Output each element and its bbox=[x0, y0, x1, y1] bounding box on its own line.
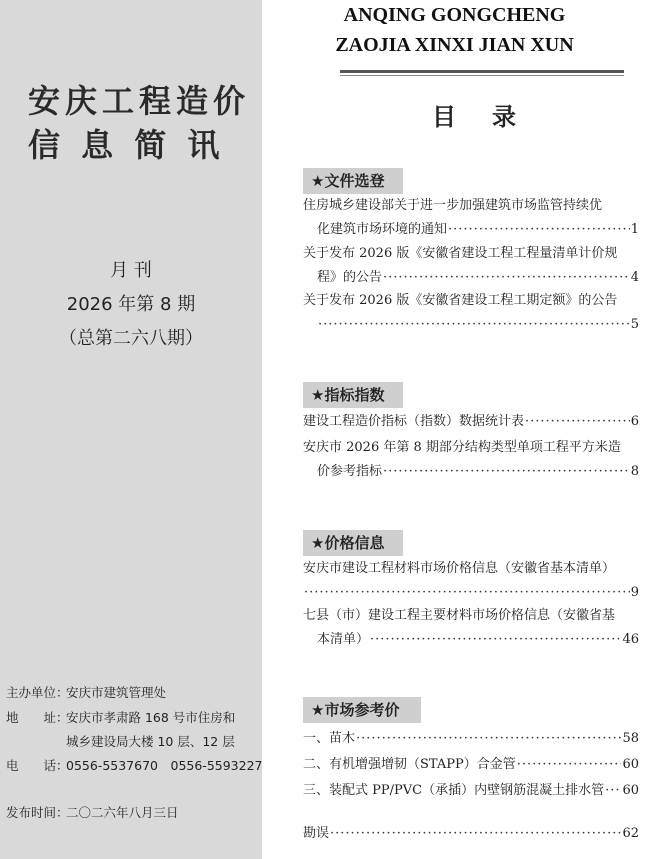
leader-dots bbox=[356, 727, 621, 751]
toc-entry-errata[interactable] bbox=[303, 822, 639, 846]
sponsor-label: 主办单位： bbox=[6, 685, 69, 700]
page-number: 9 bbox=[630, 585, 639, 600]
cover-title-line1: 安庆工程造价 bbox=[28, 82, 251, 120]
toc-entry[interactable] bbox=[303, 242, 639, 290]
entry-text: 勘误 bbox=[303, 826, 330, 841]
toc-entry[interactable] bbox=[303, 194, 639, 242]
phone-label: 电 话： bbox=[6, 758, 69, 773]
page-number: 6 bbox=[630, 414, 639, 429]
entry-text: 关于发布 2026 版《安徽省建设工程工期定额》的公告 bbox=[303, 293, 618, 308]
english-title-line1: ANQING GONGCHENG bbox=[343, 4, 566, 26]
entry-text: 建设工程造价指标（指数）数据统计表 bbox=[303, 414, 525, 429]
header-rule-thin bbox=[340, 75, 624, 76]
toc-entry[interactable] bbox=[303, 557, 639, 605]
entry-text: 二、有机增强增韧（STAPP）合金管 bbox=[303, 757, 516, 772]
issue-number: 2026 年第 8 期 bbox=[66, 294, 196, 315]
address-label: 地 址： bbox=[6, 710, 69, 725]
leader-dots bbox=[318, 313, 630, 337]
toc-heading: 目录 bbox=[432, 103, 552, 131]
sponsor-value: 安庆市建筑管理处 bbox=[66, 685, 167, 700]
entry-text: 程》的公告 bbox=[317, 270, 383, 285]
address bbox=[6, 708, 235, 726]
page-number: 5 bbox=[630, 317, 639, 332]
entry-text: 关于发布 2026 版《安徽省建设工程工程量清单计价规 bbox=[303, 246, 618, 261]
date-value: 二〇二六年八月三日 bbox=[66, 805, 179, 820]
leader-dots bbox=[383, 266, 630, 290]
toc-entry[interactable] bbox=[303, 779, 639, 803]
total-issue: （总第二六八期） bbox=[59, 328, 203, 349]
toc-entry[interactable] bbox=[303, 604, 639, 652]
entry-text: 价参考指标 bbox=[317, 464, 383, 479]
phone-value: 0556-5537670 0556-5593227 bbox=[66, 758, 263, 773]
toc-entry[interactable] bbox=[303, 410, 639, 434]
section-header-market-reference: ★市场参考价 bbox=[303, 697, 421, 723]
entry-text: 安庆市 2026 年第 8 期部分结构类型单项工程平方米造 bbox=[303, 440, 621, 455]
address-line1: 安庆市孝肃路 168 号市住房和 bbox=[66, 710, 236, 725]
section-header-indices: ★指标指数 bbox=[303, 382, 403, 408]
toc-entry[interactable] bbox=[303, 436, 639, 484]
page-number: 46 bbox=[622, 632, 639, 647]
leader-dots bbox=[304, 581, 630, 605]
section-header-prices: ★价格信息 bbox=[303, 530, 403, 556]
toc-entry[interactable] bbox=[303, 727, 639, 751]
leader-dots bbox=[370, 628, 621, 652]
leader-dots bbox=[517, 753, 622, 777]
publish-date bbox=[6, 803, 179, 821]
leader-dots bbox=[525, 410, 630, 434]
header-rule bbox=[340, 70, 624, 73]
english-title-line2: ZAOJIA XINXI JIAN XUN bbox=[335, 34, 574, 56]
page-number: 62 bbox=[622, 826, 639, 841]
page-number: 60 bbox=[622, 783, 639, 798]
toc-entry[interactable] bbox=[303, 753, 639, 777]
section-header-documents: ★文件选登 bbox=[303, 168, 403, 194]
entry-text: 一、苗木 bbox=[303, 731, 356, 746]
entry-text: 化建筑市场环境的通知 bbox=[317, 222, 448, 237]
toc-entry[interactable] bbox=[303, 289, 639, 337]
entry-text: 住房城乡建设部关于进一步加强建筑市场监管持续优 bbox=[303, 198, 603, 213]
cover-panel bbox=[0, 0, 262, 859]
leader-dots bbox=[383, 460, 630, 484]
frequency: 月 刊 bbox=[110, 260, 152, 281]
entry-text: 三、装配式 PP/PVC（承插）内壁钢筋混凝土排水管 bbox=[303, 783, 605, 798]
cover-title-line2: 信 息 简 讯 bbox=[28, 126, 225, 164]
leader-dots bbox=[330, 822, 621, 846]
page-number: 8 bbox=[630, 464, 639, 479]
date-label: 发布时间： bbox=[6, 805, 69, 820]
page-number: 1 bbox=[630, 222, 639, 237]
page-number: 4 bbox=[630, 270, 639, 285]
leader-dots bbox=[605, 779, 621, 803]
address-line2: 城乡建设局大楼 10 层、12 层 bbox=[66, 734, 235, 749]
entry-text: 七县（市）建设工程主要材料市场价格信息（安徽省基 bbox=[303, 608, 616, 623]
sponsor bbox=[6, 683, 166, 701]
phone bbox=[6, 756, 263, 774]
leader-dots bbox=[448, 218, 630, 242]
page-number: 58 bbox=[622, 731, 639, 746]
entry-text: 安庆市建设工程材料市场价格信息（安徽省基本清单） bbox=[303, 561, 616, 576]
page-number: 60 bbox=[622, 757, 639, 772]
entry-text: 本清单） bbox=[317, 632, 370, 647]
